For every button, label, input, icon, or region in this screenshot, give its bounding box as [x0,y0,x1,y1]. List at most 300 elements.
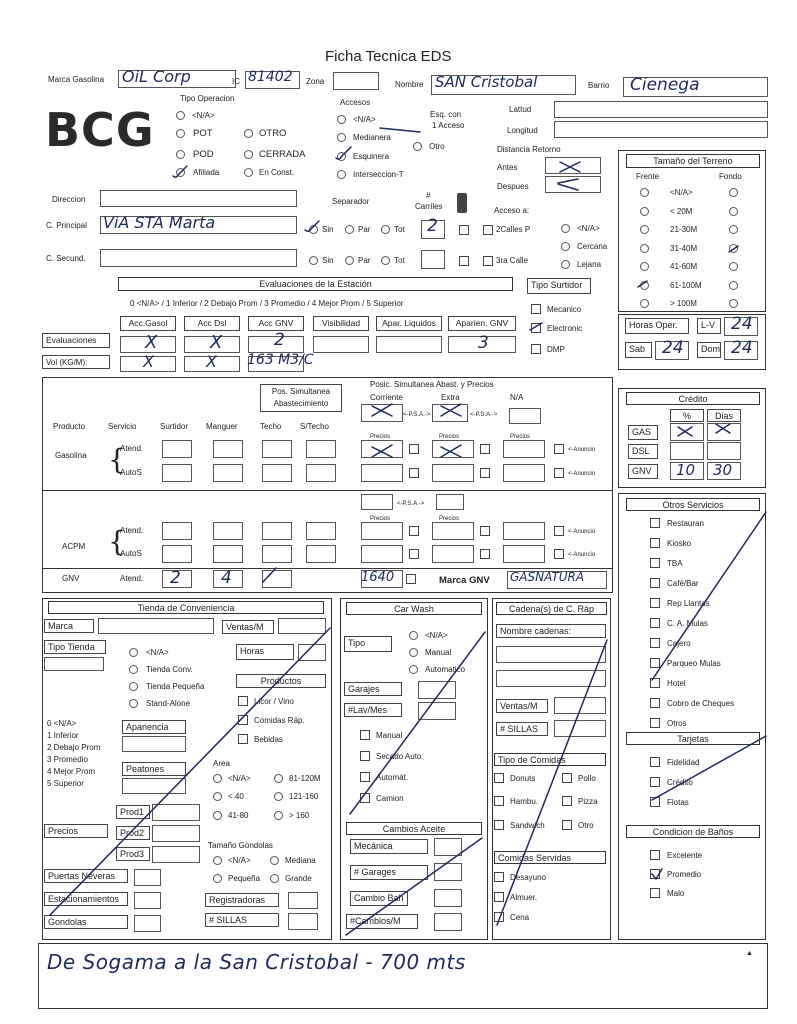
mecanico-chk[interactable] [531,304,541,314]
longitud-label: Longitud [507,126,538,135]
carwash-auto-radio[interactable] [409,665,418,674]
comidas-item: Pollo [578,774,596,783]
precio-col-header: Manguer [206,422,238,431]
area-radio[interactable] [274,811,283,820]
comidas-chk[interactable] [562,773,572,783]
comidas-servidas-title: Comidas Servidas [494,851,606,864]
eval-cell[interactable] [313,336,369,353]
tarjetas-item: Flotas [667,798,689,807]
eval-col-header: Visibilidad [313,316,369,331]
tipo-op-pod-radio[interactable] [176,150,185,159]
productos-chk[interactable] [238,715,248,725]
area-option: > 160 [289,811,310,820]
manguer-field[interactable] [213,464,243,482]
tienda-tipo-radio[interactable] [129,699,138,708]
prod2-field[interactable] [152,825,200,842]
lav-mes-field[interactable] [418,702,456,720]
cambios-title: Cambios Aceite [346,822,482,835]
acceso-a-lejana-radio[interactable] [561,260,570,269]
comidas-chk[interactable] [562,820,572,830]
otros-chk[interactable] [650,538,660,548]
terreno-frente-radio[interactable] [640,281,649,290]
stecho-field[interactable] [306,440,336,458]
precio-extra-field[interactable] [432,464,474,482]
tarjetas-chk[interactable] [650,757,660,767]
productos-chk[interactable] [238,696,248,706]
acceso-otro-radio[interactable] [413,142,422,151]
banos-item: Excelente [667,851,703,860]
tienda-sillas-field[interactable] [288,913,318,930]
gas-pct-field[interactable] [670,423,704,441]
cadena-field-1[interactable] [496,646,606,663]
area-option: 41-80 [228,811,249,820]
acceso-na-radio[interactable] [337,115,346,124]
gondolas-label: Gondolas [44,915,128,929]
tienda-title: Tienda de Conveniencia [48,601,324,614]
c-principal-value: ViA STA Marta [103,213,216,232]
otros-chk[interactable] [650,718,660,728]
un-acceso-label: 1 Acceso [432,121,465,130]
terreno-option: 21-30M [670,225,698,234]
latitud-label: Lattud [509,105,532,114]
otros-chk[interactable] [650,638,660,648]
terreno-fondo-radio[interactable] [729,207,738,216]
servidas-item: Almuer. [510,893,538,902]
gnv-label: GNV [62,574,80,583]
tipo-tienda-label: Tipo Tienda [44,640,106,654]
antes-field[interactable] [545,157,601,174]
comidas-item: Pizza [578,797,598,806]
acceso-medianera-radio[interactable] [337,133,346,142]
barrio-label: Barrio [588,81,610,90]
acceso-medianera: Medianera [353,133,391,142]
gondolas-radio[interactable] [213,856,222,865]
productos-item: Bebidas [254,735,283,744]
manguer-field[interactable] [213,522,243,540]
area-radio[interactable] [274,792,283,801]
secund-sin: Sin [322,256,334,265]
techo-field[interactable] [262,464,292,482]
comidas-chk[interactable] [562,796,572,806]
tres-calle-label: 3ra Calle [496,256,529,265]
carwash-na-radio[interactable] [409,631,418,640]
principal-chk[interactable] [459,225,469,235]
bcg-logo: BCG [45,103,155,157]
dsl-pct-field[interactable] [670,442,704,460]
dsl-dias-field[interactable] [707,442,741,460]
estac-field[interactable] [134,892,161,909]
brace-icon: { [108,443,126,476]
carwash-chk[interactable] [360,772,370,782]
otros-item: Hotel [667,679,686,688]
cambios-m-label: #Cambios/M [346,914,418,929]
area-radio[interactable] [213,792,222,801]
stecho-field[interactable] [306,522,336,540]
fondo-label: Fondo [719,172,742,181]
section-divider [42,490,613,491]
precio-corriente-chk[interactable] [409,468,419,478]
techo-field[interactable] [262,522,292,540]
precio-na-field[interactable] [503,545,545,563]
gondolas-radio[interactable] [213,874,222,883]
dos-calles-label: 2Calles P [496,225,531,234]
gondolas-option: <N/A> [228,856,251,865]
precio-corriente-chk[interactable] [409,526,419,536]
stecho-field[interactable] [306,545,336,563]
scroll-arrow-icon[interactable]: ▲ [746,950,753,957]
otros-chk[interactable] [650,698,660,708]
comidas-chk[interactable] [494,796,504,806]
acpm-corr-field[interactable] [361,494,393,510]
principal-sin-radio[interactable] [309,225,318,234]
tienda-scale-item: 5 Superior [47,779,84,788]
zona-label: Zona [306,77,325,86]
techo-field[interactable] [262,570,292,588]
precio-na-field[interactable] [503,522,545,540]
precio-col-header: Servicio [108,422,137,431]
tres-calle-chk[interactable] [483,256,493,266]
tipo-op-pod: POD [193,149,214,160]
area-radio[interactable] [274,774,283,783]
horas-oper-label: Horas Oper. [625,318,689,334]
carwash-chk[interactable] [360,793,370,803]
corriente-field[interactable] [361,404,403,422]
page-title: Ficha Tecnica EDS [325,48,452,65]
area-option: 81-120M [289,774,321,783]
banos-item: Promedio [667,870,702,879]
precio-extra-chk[interactable] [480,468,490,478]
servidas-chk[interactable] [494,892,504,902]
anuncio-chk[interactable] [554,526,564,536]
carwash-automatico: Automatico [425,665,466,674]
garages-field[interactable] [434,863,462,881]
tipo-op-otro-radio[interactable] [244,129,253,138]
otros-chk[interactable] [650,678,660,688]
c-secund-label: C. Secund. [46,254,86,263]
tienda-ventas-label: Ventas/M [222,620,274,634]
gas-dias-field[interactable] [707,423,741,441]
secund-sin-radio[interactable] [309,256,318,265]
stecho-field[interactable] [306,464,336,482]
servidas-item: Cena [510,913,530,922]
anuncio-chk[interactable] [554,549,564,559]
terreno-frente-radio[interactable] [640,262,649,271]
peatones-field[interactable] [122,778,186,794]
tipo-comidas-title: Tipo de Comidas [494,753,606,766]
eval-col-header: Aparien. GNV [448,316,516,331]
otros-chk[interactable] [650,558,660,568]
precio-extra-field[interactable] [432,545,474,563]
surtidor-field[interactable] [162,545,192,563]
acceso-a-cercana: Cercana [577,242,608,251]
acceso-a-cercana-radio[interactable] [561,242,570,251]
psa-label: <-P.S.A.-> [470,412,498,418]
tienda-scale-item: 2 Debajo Prom [47,743,101,752]
acpm-extra-field[interactable] [436,494,464,510]
comidas-item: Hambu. [510,797,539,806]
carwash-item: Camion [376,794,404,803]
precio-extra-chk[interactable] [480,549,490,559]
prod3-field[interactable] [152,846,200,863]
otros-chk[interactable] [650,598,660,608]
estac-label: Estacionamientos [44,892,128,906]
servidas-chk[interactable] [494,872,504,882]
terreno-frente-radio[interactable] [640,299,649,308]
garajes-label: Garajes [344,682,402,696]
registradoras-field[interactable] [288,892,318,909]
despues-field[interactable] [545,176,601,193]
productos-title: Productos [236,674,326,688]
tipo-op-enconst-radio[interactable] [244,168,253,177]
secund-tot-radio[interactable] [381,256,390,265]
anuncio-chk[interactable] [554,468,564,478]
mecanica-label: Mecánica [350,839,428,854]
area-option: <N/A> [228,774,251,783]
tienda-scale-item: 1 Inferior [47,731,79,740]
mecanica-field[interactable] [434,838,462,856]
tarjetas-item: Crédito [667,778,693,787]
prod2-label: Prod2 [116,826,150,840]
techo-field[interactable] [262,440,292,458]
principal-sin: Sin [322,225,334,234]
precio-corriente-field[interactable] [361,545,403,563]
tienda-marca-field[interactable] [98,618,214,634]
brace-icon: { [108,525,126,558]
otros-item: Café/Bar [667,579,699,588]
dmp-label: DMP [547,345,565,354]
otros-item: C. A. Mulas [667,619,708,628]
carwash-chk[interactable] [360,751,370,761]
otros-chk[interactable] [650,658,660,668]
area-radio[interactable] [213,811,222,820]
tienda-tipo-radio[interactable] [129,648,138,657]
zona-field[interactable] [333,72,379,90]
precio-extra-chk[interactable] [480,526,490,536]
precios-small-label: Precios [370,516,391,522]
service-label: AutoS [120,468,142,477]
tienda-ventas-field[interactable] [278,618,326,634]
vol-accdsl-value: X [206,352,217,371]
apariencia-field[interactable] [122,736,186,752]
terreno-frente-radio[interactable] [640,225,649,234]
terreno-frente-radio[interactable] [640,207,649,216]
otros-chk[interactable] [650,578,660,588]
electronic-chk[interactable] [531,323,541,333]
precios-small-label: Precios [439,434,460,440]
secund-chk[interactable] [459,256,469,266]
tienda-tipo-radio[interactable] [129,665,138,674]
prod1-field[interactable] [152,804,200,821]
tienda-horas-field[interactable] [298,644,326,661]
comidas-chk[interactable] [494,820,504,830]
gondolas-radio[interactable] [270,874,279,883]
terreno-frente-radio[interactable] [640,188,649,197]
lv-label: L-V [697,318,721,334]
dos-calles-chk[interactable] [483,225,493,235]
area-radio[interactable] [213,774,222,783]
principal-par-radio[interactable] [345,225,354,234]
c-secund-field[interactable] [100,249,297,267]
dmp-chk[interactable] [531,344,541,354]
gondolas-radio[interactable] [270,856,279,865]
surtidor-field[interactable] [162,440,192,458]
tipo-op-cerrada-radio[interactable] [244,150,253,159]
banos-chk[interactable] [650,888,660,898]
eval-col-header: Apar. Liquidos [376,316,442,331]
evaluaciones-scale: 0 <N/A> / 1 Inferior / 2 Debajo Prom / 3 Promedio / 4 Mejor Prom / 5 Superior [130,299,404,308]
tipo-op-pot-radio[interactable] [176,129,185,138]
evaluaciones-row-label: Evaluaciones [42,333,110,348]
nombre-cadenas-label: Nombre cadenas: [496,624,606,638]
carwash-na: <N/A> [425,631,448,640]
secund-carriles-field[interactable] [421,250,445,269]
secund-par-radio[interactable] [345,256,354,265]
direccion-field[interactable] [100,190,297,207]
dsl-label: DSL [628,444,658,459]
terreno-fondo-radio[interactable] [729,188,738,197]
nombre-value: SAN Cristobal [435,73,538,91]
lv-value: 24 [731,314,753,334]
acpm-label: ACPM [62,542,86,551]
extra-field[interactable] [432,404,468,422]
acceso-esquinera-radio[interactable] [337,152,346,161]
carwash-chk[interactable] [360,730,370,740]
terreno-fondo-radio[interactable] [729,262,738,271]
eval-cell[interactable] [376,336,442,353]
terreno-fondo-radio[interactable] [729,225,738,234]
cambios-m-field[interactable] [434,913,462,931]
tipo-tienda-field[interactable] [44,657,104,671]
tipo-op-na-radio[interactable] [176,111,185,120]
dias-label: Dias [707,409,741,422]
tipo-surtidor-title: Tipo Surtidor [527,278,591,294]
otros-item: Rep Llantas [667,599,710,608]
eval-apariengnv-value: 3 [478,333,489,353]
otros-chk[interactable] [650,618,660,628]
gnv-precio-value: 1640 [361,570,395,585]
tipo-op-afiliada-radio[interactable] [176,168,185,177]
banos-chk[interactable] [650,869,660,879]
area-option: 121-160 [289,792,319,801]
otros-item: Cajero [667,639,691,648]
tarjetas-chk[interactable] [650,797,660,807]
terreno-fondo-radio[interactable] [729,299,738,308]
cadena-sillas-field[interactable] [554,720,606,737]
carwash-manual-radio[interactable] [409,648,418,657]
gondolas-option: Grande [285,874,312,883]
techo-field[interactable] [262,545,292,563]
terreno-fondo-radio[interactable] [729,244,738,253]
manguer-field[interactable] [213,440,243,458]
manguer-field[interactable] [213,545,243,563]
vol-accgasol-value: X [143,352,154,371]
acceso-interseccion-radio[interactable] [337,170,346,179]
cadena-ventas-field[interactable] [554,697,606,714]
terreno-fondo-radio[interactable] [729,281,738,290]
anuncio-chk[interactable] [554,444,564,454]
cadena-sillas-label: # SILLAS [496,722,548,736]
tienda-tipo-radio[interactable] [129,682,138,691]
apariencia-label: Apariencia [122,720,186,734]
servidas-chk[interactable] [494,912,504,922]
productos-item: Licor / Vino [254,697,294,706]
principal-carriles-value: 2 [427,216,438,236]
tienda-marca-label: Marca [44,619,94,633]
precio-corriente-chk[interactable] [409,549,419,559]
precio-extra-chk[interactable] [480,444,490,454]
terreno-option: > 100M [670,299,697,308]
gnv-manguer-value: 4 [221,568,232,588]
service-label: AutoS [120,549,142,558]
comidas-chk[interactable] [494,773,504,783]
tienda-tipo-option: Tienda Pequeña [146,682,205,691]
nombre-label: Nombre [395,80,424,89]
cadena-field-2[interactable] [496,670,606,687]
na-field[interactable] [509,408,541,424]
acceso-a-na-radio[interactable] [561,224,570,233]
vol-accgnv-value: 163 M3/C [247,352,314,368]
garajes-field[interactable] [418,681,456,699]
gnv-credito-label: GNV [628,464,658,479]
gnv-dias-value: 30 [713,461,733,479]
accesos-title: Accesos [340,98,371,107]
lav-mes-label: #Lav/Mes [344,703,402,717]
tarjetas-chk[interactable] [650,777,660,787]
banos-chk[interactable] [650,850,660,860]
traffic-light-icon [457,193,467,213]
na-label: N/A [510,393,524,402]
comidas-item: Sandwich [510,821,545,830]
surtidor-field[interactable] [162,464,192,482]
marca-gnv-label: Marca GNV [439,575,490,586]
evaluaciones-title: Evaluaciones de la Estación [118,277,513,291]
electronic-label: Electronic [547,324,583,333]
precio-corriente-chk[interactable] [409,444,419,454]
tienda-scale-item: 3 Promedio [47,755,88,764]
productos-chk[interactable] [238,734,248,744]
anuncio-label: <-Anuncio [568,529,596,535]
otros-chk[interactable] [650,518,660,528]
principal-tot-radio[interactable] [381,225,390,234]
cambio-bah-field[interactable] [434,889,462,907]
carwash-title: Car Wash [346,602,482,615]
acceso-esquinera: Esquinera [353,152,390,161]
gondolas-field[interactable] [134,915,161,932]
marca-label: Marca Gasolina [48,75,105,84]
carwash-manual: Manual [425,648,452,657]
precio-na-field[interactable] [503,464,545,482]
precio-corriente-field[interactable] [361,464,403,482]
terreno-frente-radio[interactable] [640,244,649,253]
gnv-anuncio-chk[interactable] [406,574,416,584]
longitud-field[interactable] [554,121,768,138]
comidas-item: Donuts [510,774,536,783]
puertas-field[interactable] [134,869,161,886]
tienda-scale-item: 4 Mejor Prom [47,767,96,776]
cadena-ventas-label: Ventas/M [496,699,548,713]
frente-label: Frente [636,172,660,181]
surtidor-field[interactable] [162,522,192,540]
direccion-label: Direccion [52,195,86,204]
acceso-na: <N/A> [353,115,376,124]
latitud-field[interactable] [554,101,768,118]
tienda-horas-label: Horas [236,644,294,660]
tienda-tipo-option: Tienda Conv. [146,665,193,674]
service-label: Atend. [120,444,144,453]
terreno-option: <N/A> [670,188,693,197]
service-label: Atend. [120,526,144,535]
barrio-value: Cienega [630,75,700,95]
